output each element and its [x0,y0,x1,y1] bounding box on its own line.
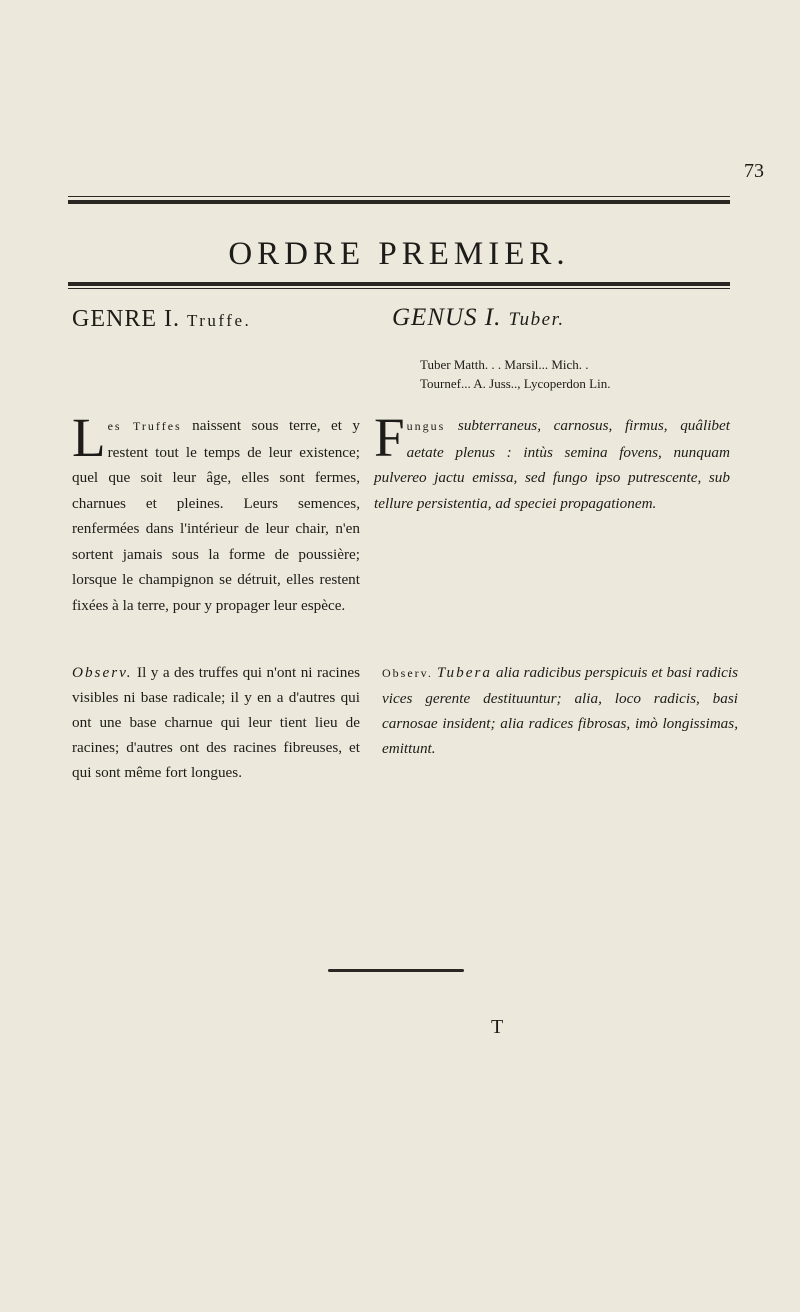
genus-name-french: Truffe. [186,311,252,330]
header-rule-thick [68,200,730,204]
synonym-line: Tuber Matth. . . Marsil... Mich. . [420,357,589,372]
genus-prefix-latin: GENUS I. [392,304,502,331]
french-description [72,407,360,618]
title-rule-thick [68,282,730,286]
dropcap-french: L [72,407,106,468]
observation-lead-latin: Observ. [382,666,433,680]
signature-mark: T [491,1016,504,1038]
latin-observation [382,660,738,761]
dropcap-latin: F [374,407,405,468]
order-title: ORDRE PREMIER. [228,236,570,272]
french-description-text: naissent sous terre, et y restent tout le temps de leur existence; quel que soit leur âge, elles sont fermes, charnues et pleines. Leurs semences, renfermées dans l'intérieur de leur chair, n'en sortent jamais sous la forme de poussière; lorsque le champignon se détruit, elles restent fixées à la terre, pour y propager leur espèce. [72,417,360,614]
synonyms-block [420,355,740,393]
latin-observation-text: alia radicibus perspicuis et basi radicis vices gerente destituuntur; alia, loco radicis, basi carnosae insident; alia radices fibrosas, imò longissimas, emittunt. [382,664,739,757]
genus-prefix-french: GENRE I. [72,306,180,332]
observation-lead-french: Observ. [72,664,133,681]
title-rule-thin [68,288,730,289]
observation-subject-latin: Tubera [436,664,492,681]
genus-name-latin: Tuber. [508,309,565,330]
genus-heading-latin [392,304,565,332]
french-observation [72,660,360,785]
first-words-french: es Truffes [107,419,182,433]
french-observation-text: Il y a des truffes qui n'ont ni racines visibles ni base radicale; il y en a d'autres qui ont une base charnue qui leur tient lieu de racines; d'autres ont des racines fibreuses, et qui sont même fort longues. [72,664,360,781]
section-end-rule [328,969,464,972]
header-rule-thin [68,196,730,197]
latin-description [374,407,730,516]
page-number: 73 [744,160,764,182]
first-word-latin: ungus [406,419,446,433]
synonym-line: Tournef... A. Juss.., Lycoperdon Lin. [420,376,611,391]
genus-heading-french [72,306,251,333]
latin-description-text: subterraneus, carnosus, firmus, quâlibet aetate plenus : intùs semina fovens, nunquam pulvereo jactu emissa, sed fungo ipso putrescente, sub tellure persistentia, ad speciei propagationem. [374,417,730,512]
